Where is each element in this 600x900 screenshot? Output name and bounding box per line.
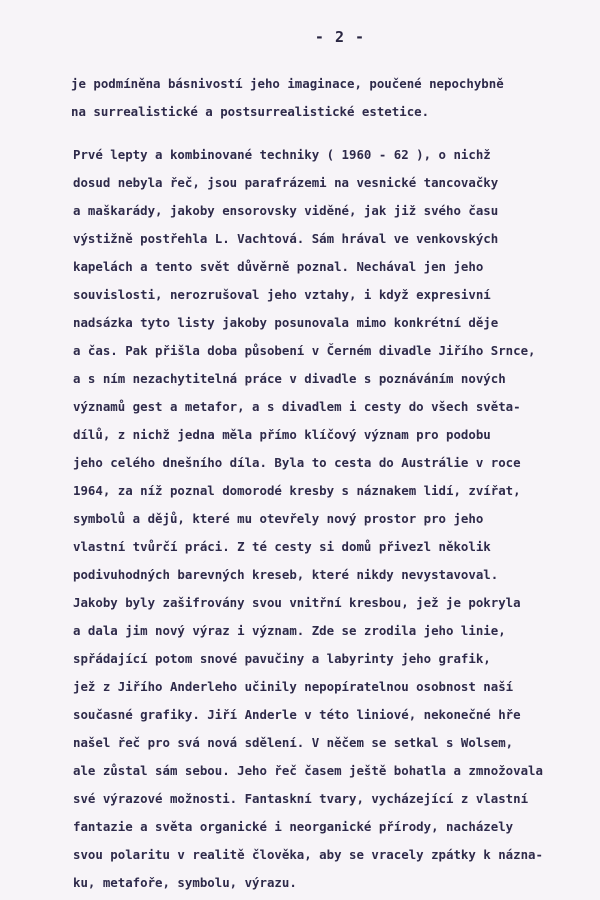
text-line: je podmíněna básnivostí jeho imaginace, poučené nepochybně xyxy=(71,76,504,91)
text-line: a s ním nezachytitelná práce v divadle s poznáváním nových xyxy=(73,371,506,386)
text-line: jeho celého dnešního díla. Byla to cesta do Austrálie v roce xyxy=(73,455,521,470)
text-line: vlastní tvůrčí práci. Z té cesty si domů přivezl několik xyxy=(73,539,491,554)
text-line: ku, metafoře, symbolu, výrazu. xyxy=(73,875,297,890)
text-line: na surrealistické a postsurrealistické estetice. xyxy=(71,104,430,119)
text-line: symbolů a dějů, které mu otevřely nový prostor pro jeho xyxy=(73,511,484,526)
text-line: a dala jim nový výraz i význam. Zde se zrodila jeho linie, xyxy=(73,623,506,638)
text-line: spřádající potom snové pavučiny a labyrinty jeho grafik, xyxy=(73,651,491,666)
text-line: kapelách a tento svět důvěrně poznal. Nechával jen jeho xyxy=(73,259,484,274)
text-line: fantazie a světa organické i neorganické přírody, nacházely xyxy=(73,819,514,834)
page-number: - 2 - xyxy=(314,28,366,46)
text-line: Jakoby byly zašifrovány svou vnitřní kresbou, jež je pokryla xyxy=(73,595,521,610)
text-line: svou polaritu v realitě člověka, aby se vracely zpátky k názna- xyxy=(73,847,543,862)
paragraph-2 xyxy=(0,145,600,890)
paragraph-1 xyxy=(0,74,600,154)
text-line: nadsázka tyto listy jakoby posunovala mimo konkrétní děje xyxy=(73,315,499,330)
text-line: ale zůstal sám sebou. Jeho řeč časem ještě bohatla a zmnožovala xyxy=(73,763,543,778)
text-line: 1964, za níž poznal domorodé kresby s náznakem lidí, zvířat, xyxy=(73,483,521,498)
text-line: a maškarády, jakoby ensorovsky viděné, jak již svého času xyxy=(73,203,499,218)
text-line: současné grafiky. Jiří Anderle v této liniové, nekonečné hře xyxy=(73,707,521,722)
text-line: své výrazové možnosti. Fantaskní tvary, vycházející z vlastní xyxy=(73,791,529,806)
text-line: jež z Jiřího Anderleho učinily nepopíratelnou osobnost naší xyxy=(73,679,514,694)
text-line: dosud nebyla řeč, jsou parafrázemi na vesnické tancovačky xyxy=(73,175,499,190)
text-line: Prvé lepty a kombinované techniky ( 1960 - 62 ), o nichž xyxy=(73,147,491,162)
text-line: souvislosti, nerozrušoval jeho vztahy, i když expresivní xyxy=(73,287,491,302)
text-line: výstižně postřehla L. Vachtová. Sám hrával ve venkovských xyxy=(73,231,499,246)
text-line: a čas. Pak přišla doba působení v Černém divadle Jiřího Srnce, xyxy=(73,343,536,358)
text-line: významů gest a metafor, a s divadlem i cesty do všech světa- xyxy=(73,399,521,414)
text-line: dílů, z nichž jedna měla přímo klíčový význam pro podobu xyxy=(73,427,491,442)
text-line: našel řeč pro svá nová sdělení. V něčem se setkal s Wolsem, xyxy=(73,735,514,750)
text-line: podivuhodných barevných kreseb, které nikdy nevystavoval. xyxy=(73,567,499,582)
